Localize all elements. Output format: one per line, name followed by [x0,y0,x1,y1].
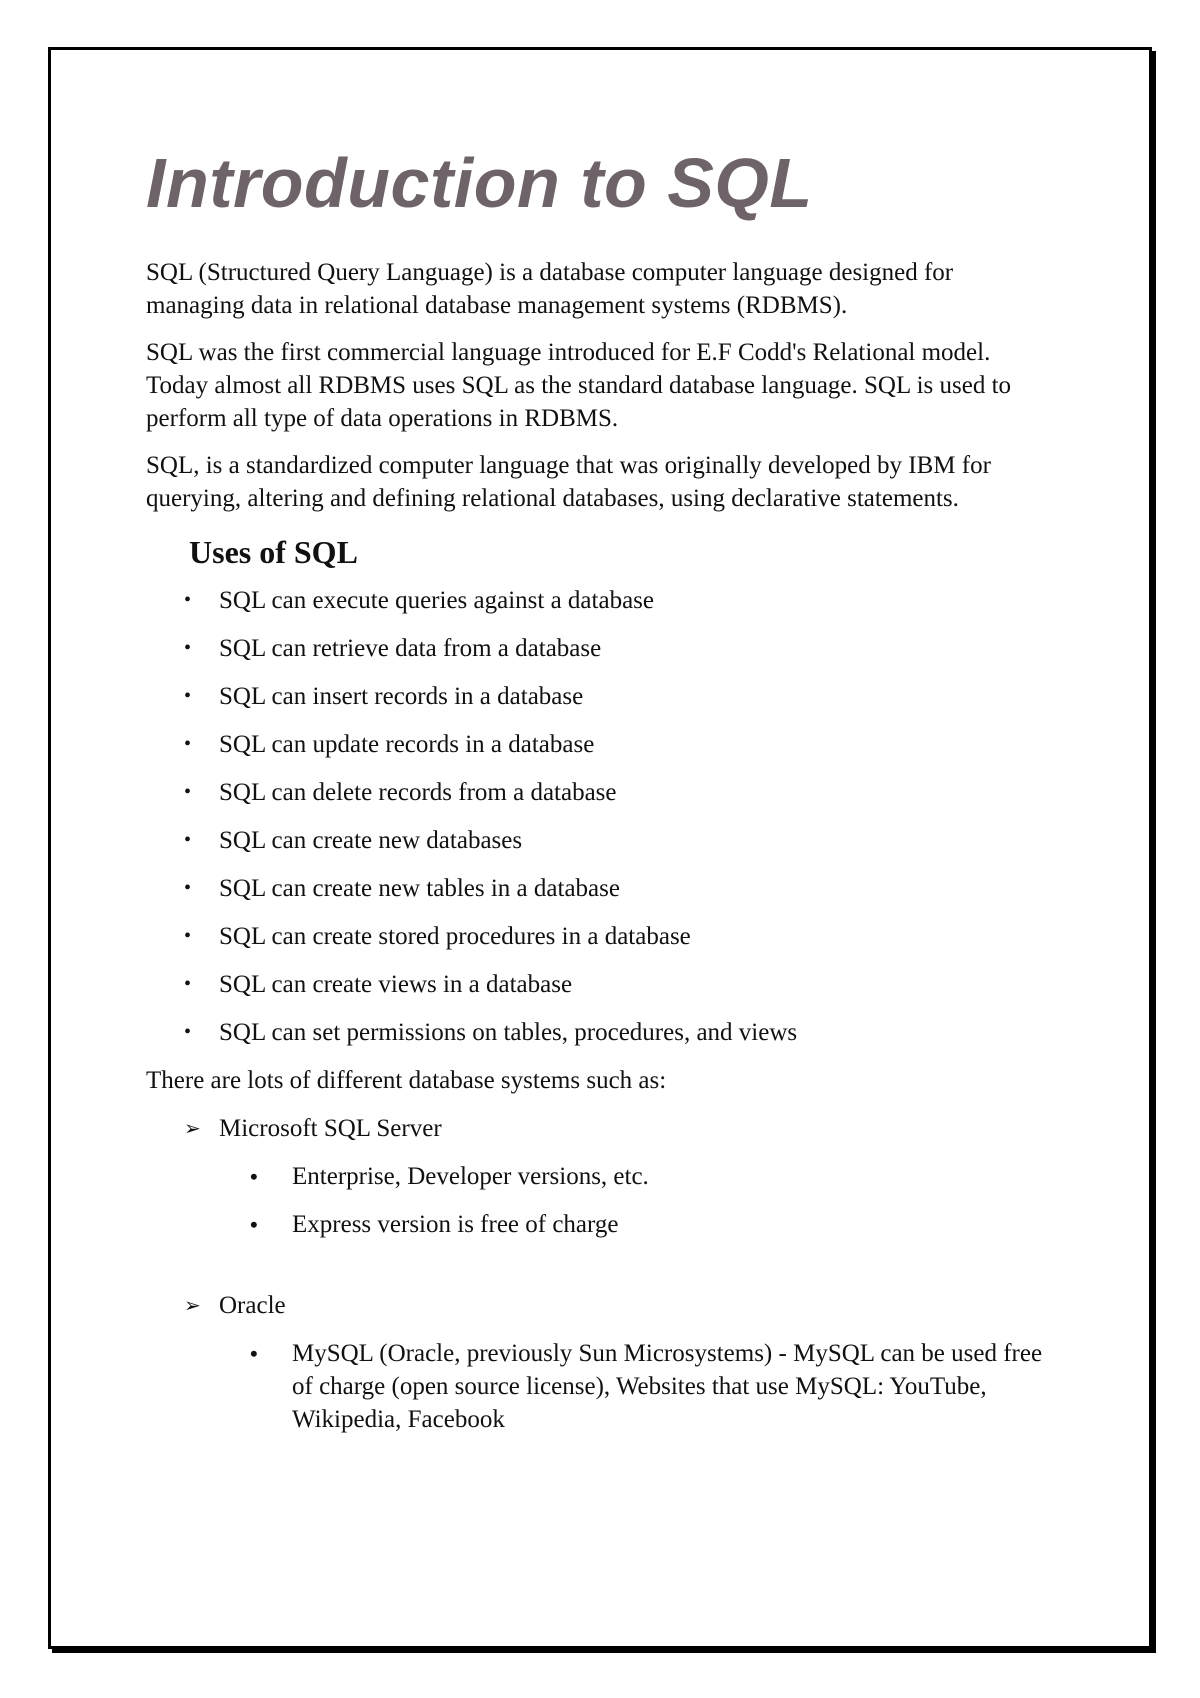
list-item [146,872,1056,905]
intro-paragraph-2: SQL was the first commercial language introduced for E.F Codd's Relational model. Today almost all RDBMS uses SQL as the standard database language. SQL is used to perform all type of data operations in RDBMS. [146,339,1012,432]
arrow-bullet-icon: ➢ [184,1116,201,1141]
list-item [146,728,1056,761]
bullet-icon: • [184,589,192,612]
list-item-text: SQL can create views in a database [219,971,573,999]
detail-item [219,1337,1056,1436]
list-item [146,1016,1056,1049]
uses-heading: Uses of SQL [189,534,358,570]
bullet-icon: • [184,685,192,708]
list-item-text: SQL can execute queries against a database [219,587,654,615]
list-item-text: SQL can update records in a database [219,731,595,759]
list-item-text: SQL can delete records from a database [219,779,617,807]
bullet-icon: • [184,637,192,660]
bullet-icon: • [184,1021,192,1044]
detail-text: MySQL (Oracle, previously Sun Microsystems) - MySQL can be used free of charge (open source license), Websites that use MySQL: YouTube, Wikipedia, Facebook [292,1340,1043,1434]
system-name: Oracle [219,1292,286,1320]
intro-paragraph-3: SQL, is a standardized computer language that was originally developed by IBM for querying, altering and defining relational databases, using declarative statements. [146,452,991,512]
document-body [146,144,1056,1451]
bullet-icon: • [250,1164,258,1190]
bullet-icon: • [184,925,192,948]
bullet-icon: • [184,877,192,900]
systems-intro: There are lots of different database systems such as: [146,1067,667,1095]
list-item [146,632,1056,665]
detail-item [219,1208,1056,1241]
list-item-text: SQL can insert records in a database [219,683,584,711]
list-item [146,824,1056,857]
detail-text: Enterprise, Developer versions, etc. [292,1163,649,1191]
list-item [146,776,1056,809]
detail-item [219,1160,1056,1193]
bullet-icon: • [184,733,192,756]
system-details [219,1160,1056,1241]
list-item [146,968,1056,1001]
list-item [146,584,1056,617]
bullet-icon: • [184,781,192,804]
list-item-text: SQL can create stored procedures in a database [219,923,691,951]
list-item-text: SQL can create new databases [219,827,523,855]
systems-list [146,1112,1056,1436]
page-title: Introduction to SQL [146,144,813,222]
system-details [219,1337,1056,1436]
bullet-icon: • [184,829,192,852]
system-name: Microsoft SQL Server [219,1115,442,1143]
bullet-icon: • [250,1341,258,1367]
bullet-icon: • [250,1212,258,1238]
arrow-bullet-icon: ➢ [184,1293,201,1318]
list-item-text: SQL can create new tables in a database [219,875,620,903]
system-item-microsoft-sql-server [146,1112,1056,1241]
uses-list [146,584,1056,1049]
detail-text: Express version is free of charge [292,1211,619,1239]
list-item-text: SQL can set permissions on tables, procedures, and views [219,1019,798,1047]
list-item-text: SQL can retrieve data from a database [219,635,602,663]
list-item [146,920,1056,953]
system-item-oracle [146,1289,1056,1436]
intro-paragraph-1: SQL (Structured Query Language) is a database computer language designed for managing data in relational database management systems (RDBMS). [146,259,954,319]
list-item [146,680,1056,713]
bullet-icon: • [184,973,192,996]
